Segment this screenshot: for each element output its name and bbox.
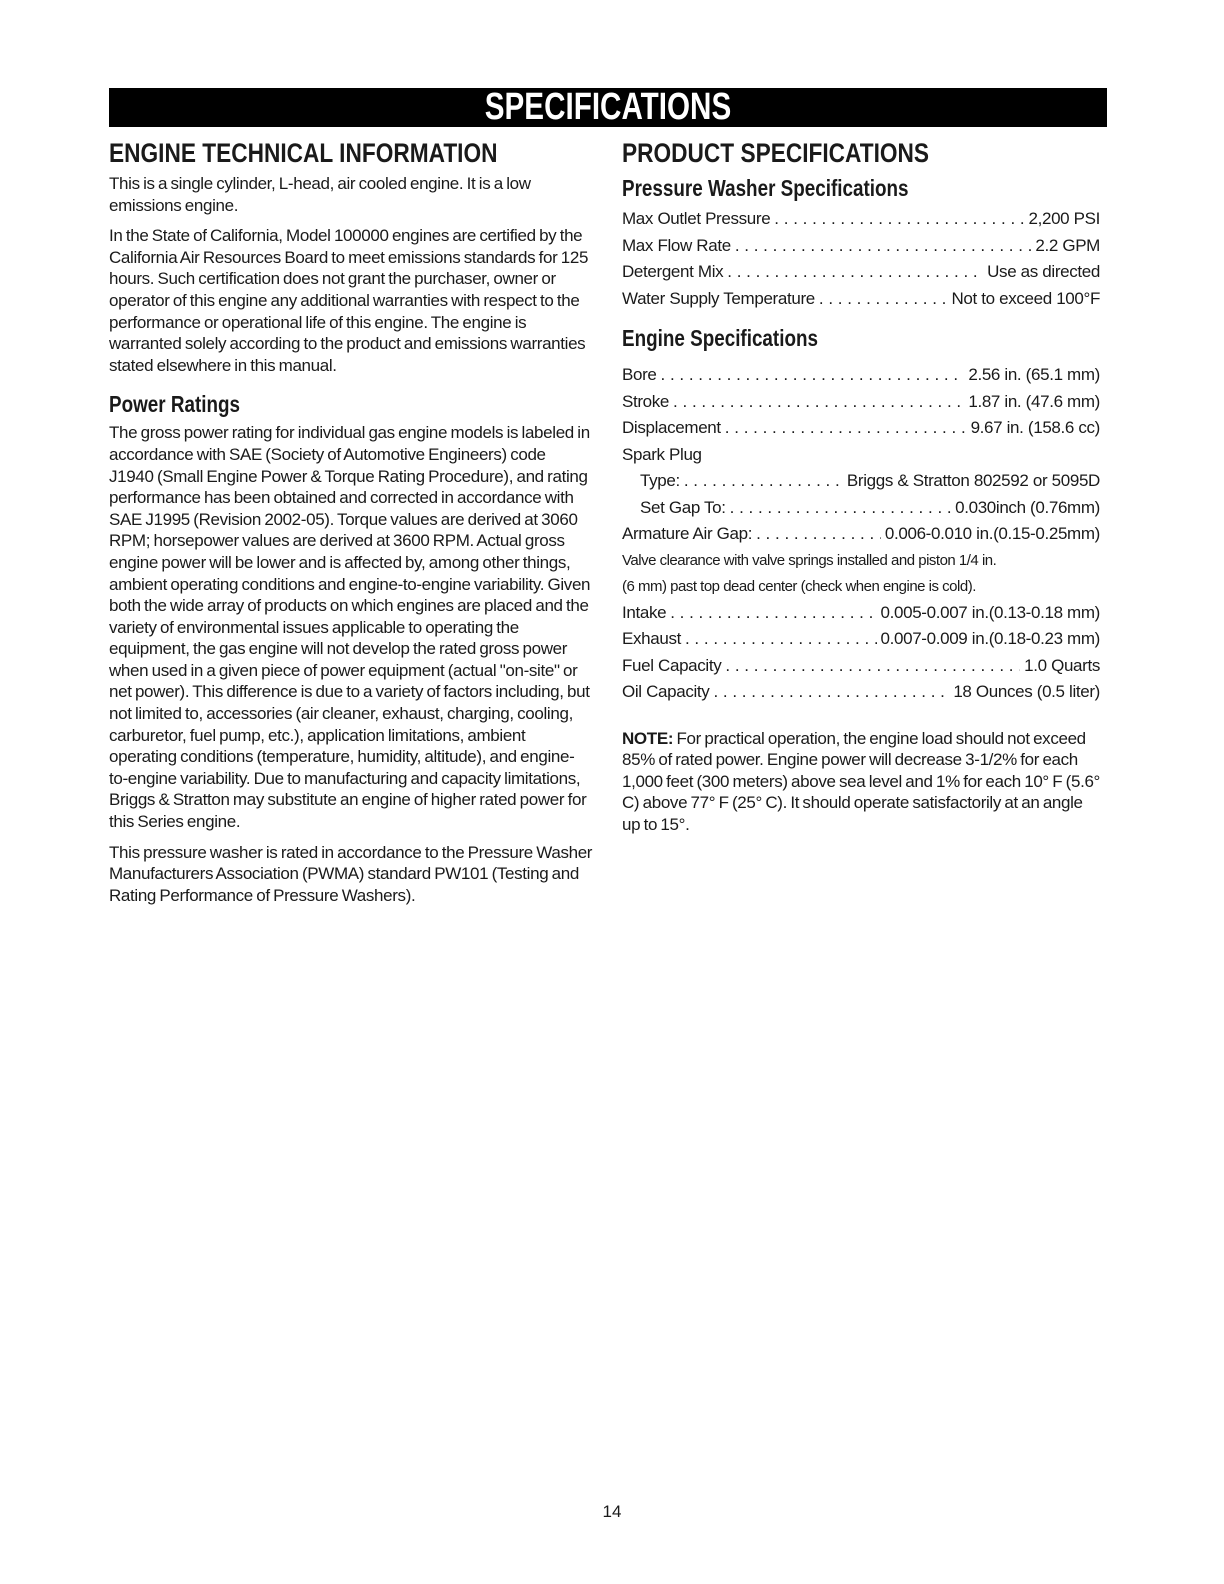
spec-value: 2.2 GPM: [1035, 235, 1100, 255]
spec-row: [622, 468, 1100, 495]
spec-label: Water Supply Temperature: [622, 288, 815, 308]
leader-dots: [673, 389, 964, 416]
spec-row: [622, 415, 1100, 442]
intro-paragraph-1: This is a single cylinder, L-head, air cooled engine. It is a low emissions engine.: [109, 174, 531, 215]
pressure-washer-specs-heading: Pressure Washer Specifications: [622, 175, 909, 201]
spark-plug-text: Spark Plug: [622, 444, 702, 464]
leader-dots: [730, 495, 951, 522]
spec-row: [622, 286, 1100, 313]
operation-note: [622, 728, 1100, 836]
leader-dots: [725, 415, 967, 442]
note-text: For practical operation, the engine load should not exceed 85% of rated power. Engine power will decrease 3-1/2% for each 1,000 feet (300 meters) above sea level and 1% for each 10° F (5.6° C) above 77° F (25° C). It should operate satisfactorily at an angle up to 15°.: [622, 728, 1100, 834]
spec-label: Max Flow Rate: [622, 235, 731, 255]
valve-clearance-note-1: Valve clearance with valve springs installed and piston 1/4 in.: [622, 551, 997, 569]
spec-row: [622, 495, 1100, 522]
spec-label: Detergent Mix: [622, 262, 724, 281]
leader-dots: [670, 600, 876, 627]
leader-dots: [684, 468, 843, 495]
engine-specs-heading: Engine Specifications: [622, 325, 818, 351]
spec-row: [622, 259, 1100, 286]
spec-value: 18 Ounces (0.5 liter): [953, 682, 1100, 701]
spec-value: 0.030inch (0.76mm): [955, 497, 1100, 517]
power-ratings-paragraph-1: The gross power rating for individual gas engine models is labeled in accordance with SAE (Society of Automotive Engineers) code J1940 (Small Engine Power & Torque Rating Procedure), and rating performance has been obtained and corrected in accordance with SAE J1995 (Revision 2002-05). Torque values are derived at 3060 RPM; horsepower values are derived at 3600 RPM. Actual gross engine power will be lower and is affected by, among other things, ambient operating conditions and engine-to-engine variability. Given both the wide array of products on which engines are placed and the variety of environmental issues applicable to operating the equipment, the gas engine will not develop the rated gross power when used in a given piece of power equipment (actual "on-site" or net power). This difference is due to a variety of factors including, but not limited to, accessories (air cleaner, exhaust, charging, cooling, carburetor, fuel pump, etc.), application limitations, ambient operating conditions (temperature, humidity, altitude), and engine-to-engine variability. Due to manufacturing and capacity limitations, Briggs & Stratton may substitute an engine of higher rated power for this Series engine.: [109, 423, 591, 832]
leader-dots: [661, 362, 965, 389]
spec-value: 0.005-0.007 in.(0.13-0.18 mm): [880, 602, 1100, 622]
leader-dots: [774, 206, 1024, 233]
note-label: NOTE:: [622, 728, 674, 748]
spec-label: Intake: [622, 602, 667, 622]
leader-dots: [819, 286, 948, 313]
spec-label: Set Gap To:: [640, 497, 726, 517]
spec-value: Briggs & Stratton 802592 or 5095D: [846, 471, 1100, 490]
spec-row: [622, 206, 1100, 233]
spec-row: [622, 389, 1100, 416]
spec-label: Exhaust: [622, 629, 681, 648]
spec-label: Stroke: [622, 391, 670, 411]
engine-technical-heading: ENGINE TECHNICAL INFORMATION: [109, 138, 498, 168]
spec-label: Fuel Capacity: [622, 655, 722, 675]
right-column: [622, 136, 1100, 844]
power-ratings-paragraph-2: This pressure washer is rated in accordance to the Pressure Washer Manufacturers Association (PWMA) standard PW101 (Testing and Rating Performance of Pressure Washers).: [109, 842, 593, 905]
leader-dots: [713, 679, 949, 706]
spark-plug-label: [622, 442, 1100, 469]
spec-row: [622, 600, 1100, 627]
spec-row: [622, 233, 1100, 260]
spec-row: [622, 626, 1100, 653]
spec-value: 0.007-0.009 in.(0.18-0.23 mm): [880, 629, 1100, 648]
spec-label: Type:: [640, 471, 680, 490]
page-number: 14: [602, 1502, 622, 1521]
leader-dots: [685, 626, 877, 653]
spec-value: 2,200 PSI: [1028, 209, 1100, 228]
valve-clearance-note-2: (6 mm) past top dead center (check when engine is cold).: [622, 577, 976, 595]
spec-value: 1.87 in. (47.6 mm): [968, 391, 1100, 411]
product-specifications-heading: PRODUCT SPECIFICATIONS: [622, 138, 930, 168]
spec-value: 9.67 in. (158.6 cc): [970, 418, 1100, 437]
spec-value: 1.0 Quarts: [1024, 655, 1100, 675]
spec-label: Armature Air Gap:: [622, 524, 753, 543]
intro-paragraph-2: In the State of California, Model 100000 engines are certified by the California Air Resources Board to meet emissions standards for 125 hours. Such certification does not grant the purchaser, owner or operator of this engine any additional warranties with respect to the performance or operational life of this engine. The engine is warranted solely according to the product and emissions warranties stated elsewhere in this manual.: [109, 226, 589, 375]
left-column: [109, 136, 593, 915]
spec-row: [622, 653, 1100, 680]
spec-label: Oil Capacity: [622, 682, 710, 701]
section-banner: [109, 88, 1107, 127]
leader-dots: [756, 521, 881, 548]
leader-dots: [725, 653, 1020, 680]
spec-value: 2.56 in. (65.1 mm): [968, 365, 1100, 384]
spec-row: [622, 521, 1100, 548]
spec-row: [622, 679, 1100, 706]
spec-label: Max Outlet Pressure: [622, 209, 771, 228]
leader-dots: [735, 233, 1032, 260]
leader-dots: [727, 259, 983, 286]
spec-label: Displacement: [622, 418, 721, 437]
spec-value: Not to exceed 100°F: [951, 288, 1100, 308]
banner-title: SPECIFICATIONS: [484, 86, 732, 128]
spec-value: Use as directed: [987, 262, 1100, 281]
pressure-washer-specs-list: [622, 206, 1100, 312]
engine-specs-list: [622, 362, 1100, 706]
spec-row: [622, 362, 1100, 389]
spec-value: 0.006-0.010 in.(0.15-0.25mm): [884, 524, 1100, 543]
power-ratings-heading: Power Ratings: [109, 391, 241, 418]
spec-label: Bore: [622, 365, 657, 384]
